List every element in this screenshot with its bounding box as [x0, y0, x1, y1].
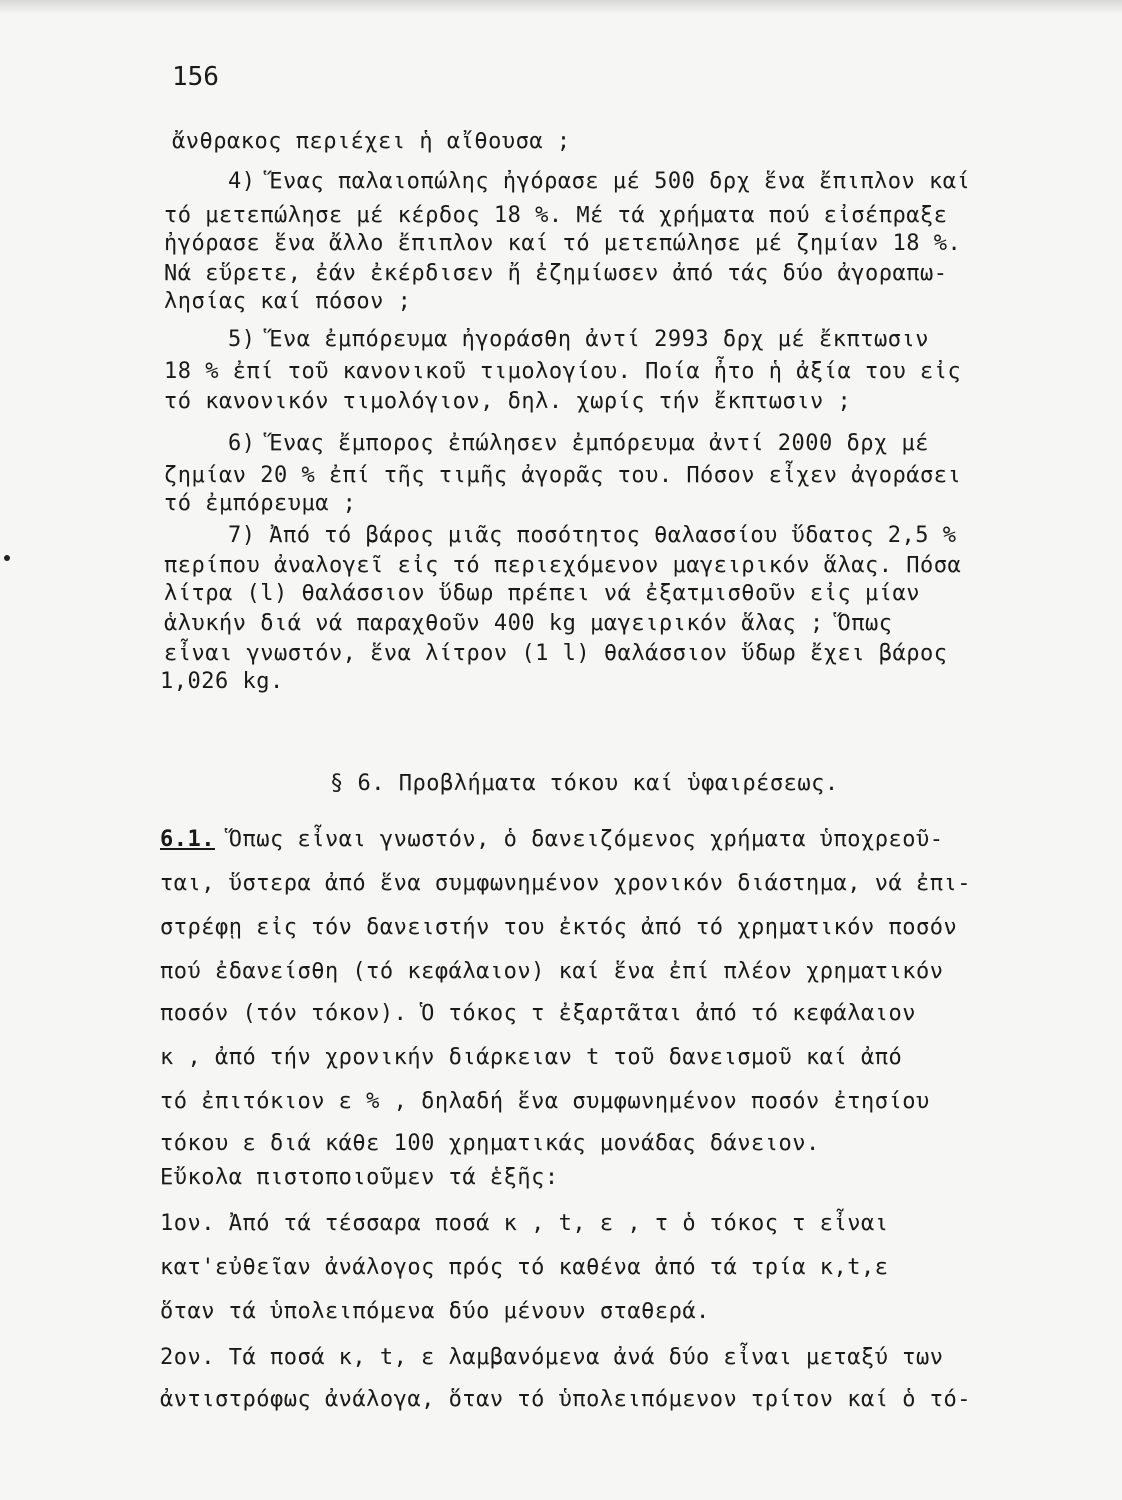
margin-mark — [4, 555, 10, 561]
text-line: εἶναι γνωστόν, ἕνα λίτρον (1 l) θαλάσσιον ὕδωρ ἔχει βάρος — [164, 641, 948, 666]
text-line: 18 % ἐπί τοῦ κανονικοῦ τιμολογίου. Ποία ἦτο ἡ ἀξία του εἰς — [164, 359, 962, 384]
text-line: τό μετεπώλησε μέ κέρδος 18 %. Μέ τά χρήματα πού εἰσέπραξε — [164, 203, 948, 228]
text-line: 1,026 kg. — [160, 669, 284, 694]
sec-line: στρέφῃ εἰς τόν δανειστήν του ἐκτός ἀπό τό χρηματικόν ποσόν — [160, 915, 958, 940]
text-line: ἁλυκήν διά νά παραχθοῦν 400 kg μαγειρικόν ἅλας ; Ὅπως — [164, 611, 893, 636]
text-line: τό κανονικόν τιμολόγιον, δηλ. χωρίς τήν ἔκπτωσιν ; — [164, 389, 852, 414]
problem-6-line: 6) Ἕνας ἔμπορος ἐπώλησεν ἐμπόρευμα ἀντί 2000 δρχ μέ — [228, 431, 930, 456]
sec-line — [160, 826, 943, 854]
text-line: τό ἐμπόρευμα ; — [164, 491, 357, 516]
sec-line: τόκου ε διά κάθε 100 χρηματικάς μονάδας δάνειον. — [160, 1131, 820, 1156]
sec-line: ὅταν τά ὑπολειπόμενα δύο μένουν σταθερά. — [160, 1299, 710, 1324]
sec-line: ται, ὕστερα ἀπό ἕνα συμφωνημένον χρονικόν διάστημα, νά ἐπι- — [160, 871, 971, 896]
problem-4-line: 4) Ἕνας παλαιοπώλης ἠγόρασε μέ 500 δρχ ἕνα ἔπιπλον καί — [228, 169, 971, 194]
sec-line: κατ'εὐθεῖαν ἀνάλογος πρός τό καθένα ἀπό τά τρία κ,t,ε — [160, 1255, 889, 1280]
sec-line: ἀντιστρόφως ἀνάλογα, ὅταν τό ὑπολειπόμενον τρίτον καί ὁ τό- — [160, 1387, 971, 1412]
problem-5-line: 5) Ἕνα ἐμπόρευμα ἠγοράσθη ἀντί 2993 δρχ μέ ἔκπτωσιν — [228, 327, 930, 352]
problem-7-line: 7) Ἀπό τό βάρος μιᾶς ποσότητος θαλασσίου ὕδατος 2,5 % — [228, 523, 957, 548]
sec-line: τό ἐπιτόκιον ε % , δηλαδή ἕνα συμφωνημένον ποσόν ἐτησίου — [160, 1089, 930, 1114]
text-line: ἠγόρασε ἕνα ἄλλο ἔπιπλον καί τό μετεπώλησε μέ ζημίαν 18 %. — [164, 231, 962, 256]
top-edge-shadow — [0, 0, 1122, 14]
page-number: 156 — [172, 62, 219, 92]
sec-line: πού ἐδανείσθη (τό κεφάλαιον) καί ἕνα ἐπί πλέον χρηματικόν — [160, 959, 944, 984]
text-line: περίπου ἀναλογεῖ εἰς τό περιεχόμενον μαγειρικόν ἅλας. Πόσα — [164, 553, 962, 578]
text-line: ζημίαν 20 % ἐπί τῆς τιμῆς ἀγορᾶς του. Πόσον εἶχεν ἀγοράσει — [164, 463, 962, 488]
sec-line: κ , ἀπό τήν χρονικήν διάρκειαν t τοῦ δανεισμοῦ καί ἀπό — [160, 1045, 903, 1070]
sec-line: ποσόν (τόν τόκον). Ὁ τόκος τ ἐξαρτᾶται ἀπό τό κεφάλαιον — [160, 1001, 916, 1026]
sec-line: Εὔκολα πιστοποιοῦμεν τά ἑξῆς: — [160, 1165, 559, 1190]
text-line: λίτρα (l) θαλάσσιον ὕδωρ πρέπει νά ἐξατμισθοῦν εἰς μίαν — [164, 581, 920, 606]
text-line: Νά εὕρετε, ἐάν ἐκέρδισεν ἤ ἐζημίωσεν ἀπό τάς δύο ἀγοραπω- — [164, 261, 948, 286]
sec-line-text: Ὅπως εἶναι γνωστόν, ὁ δανειζόμενος χρήματα ὑποχρεοῦ- — [228, 827, 944, 852]
sec-label: 6.1. — [160, 827, 215, 852]
text-line: λησίας καί πόσον ; — [164, 289, 412, 314]
sec-line: 2ον. Τά ποσά κ, t, ε λαμβανόμενα ἀνά δύο εἶναι μεταξύ των — [160, 1345, 944, 1370]
section-title: § 6. Προβλήματα τόκου καί ὑφαιρέσεως. — [330, 771, 839, 796]
sec-line: 1ον. Ἀπό τά τέσσαρα ποσά κ , t, ε , τ ὁ τόκος τ εἶναι — [160, 1211, 889, 1236]
text-line: ἄνθρακος περιέχει ἡ αἴθουσα ; — [172, 129, 571, 154]
